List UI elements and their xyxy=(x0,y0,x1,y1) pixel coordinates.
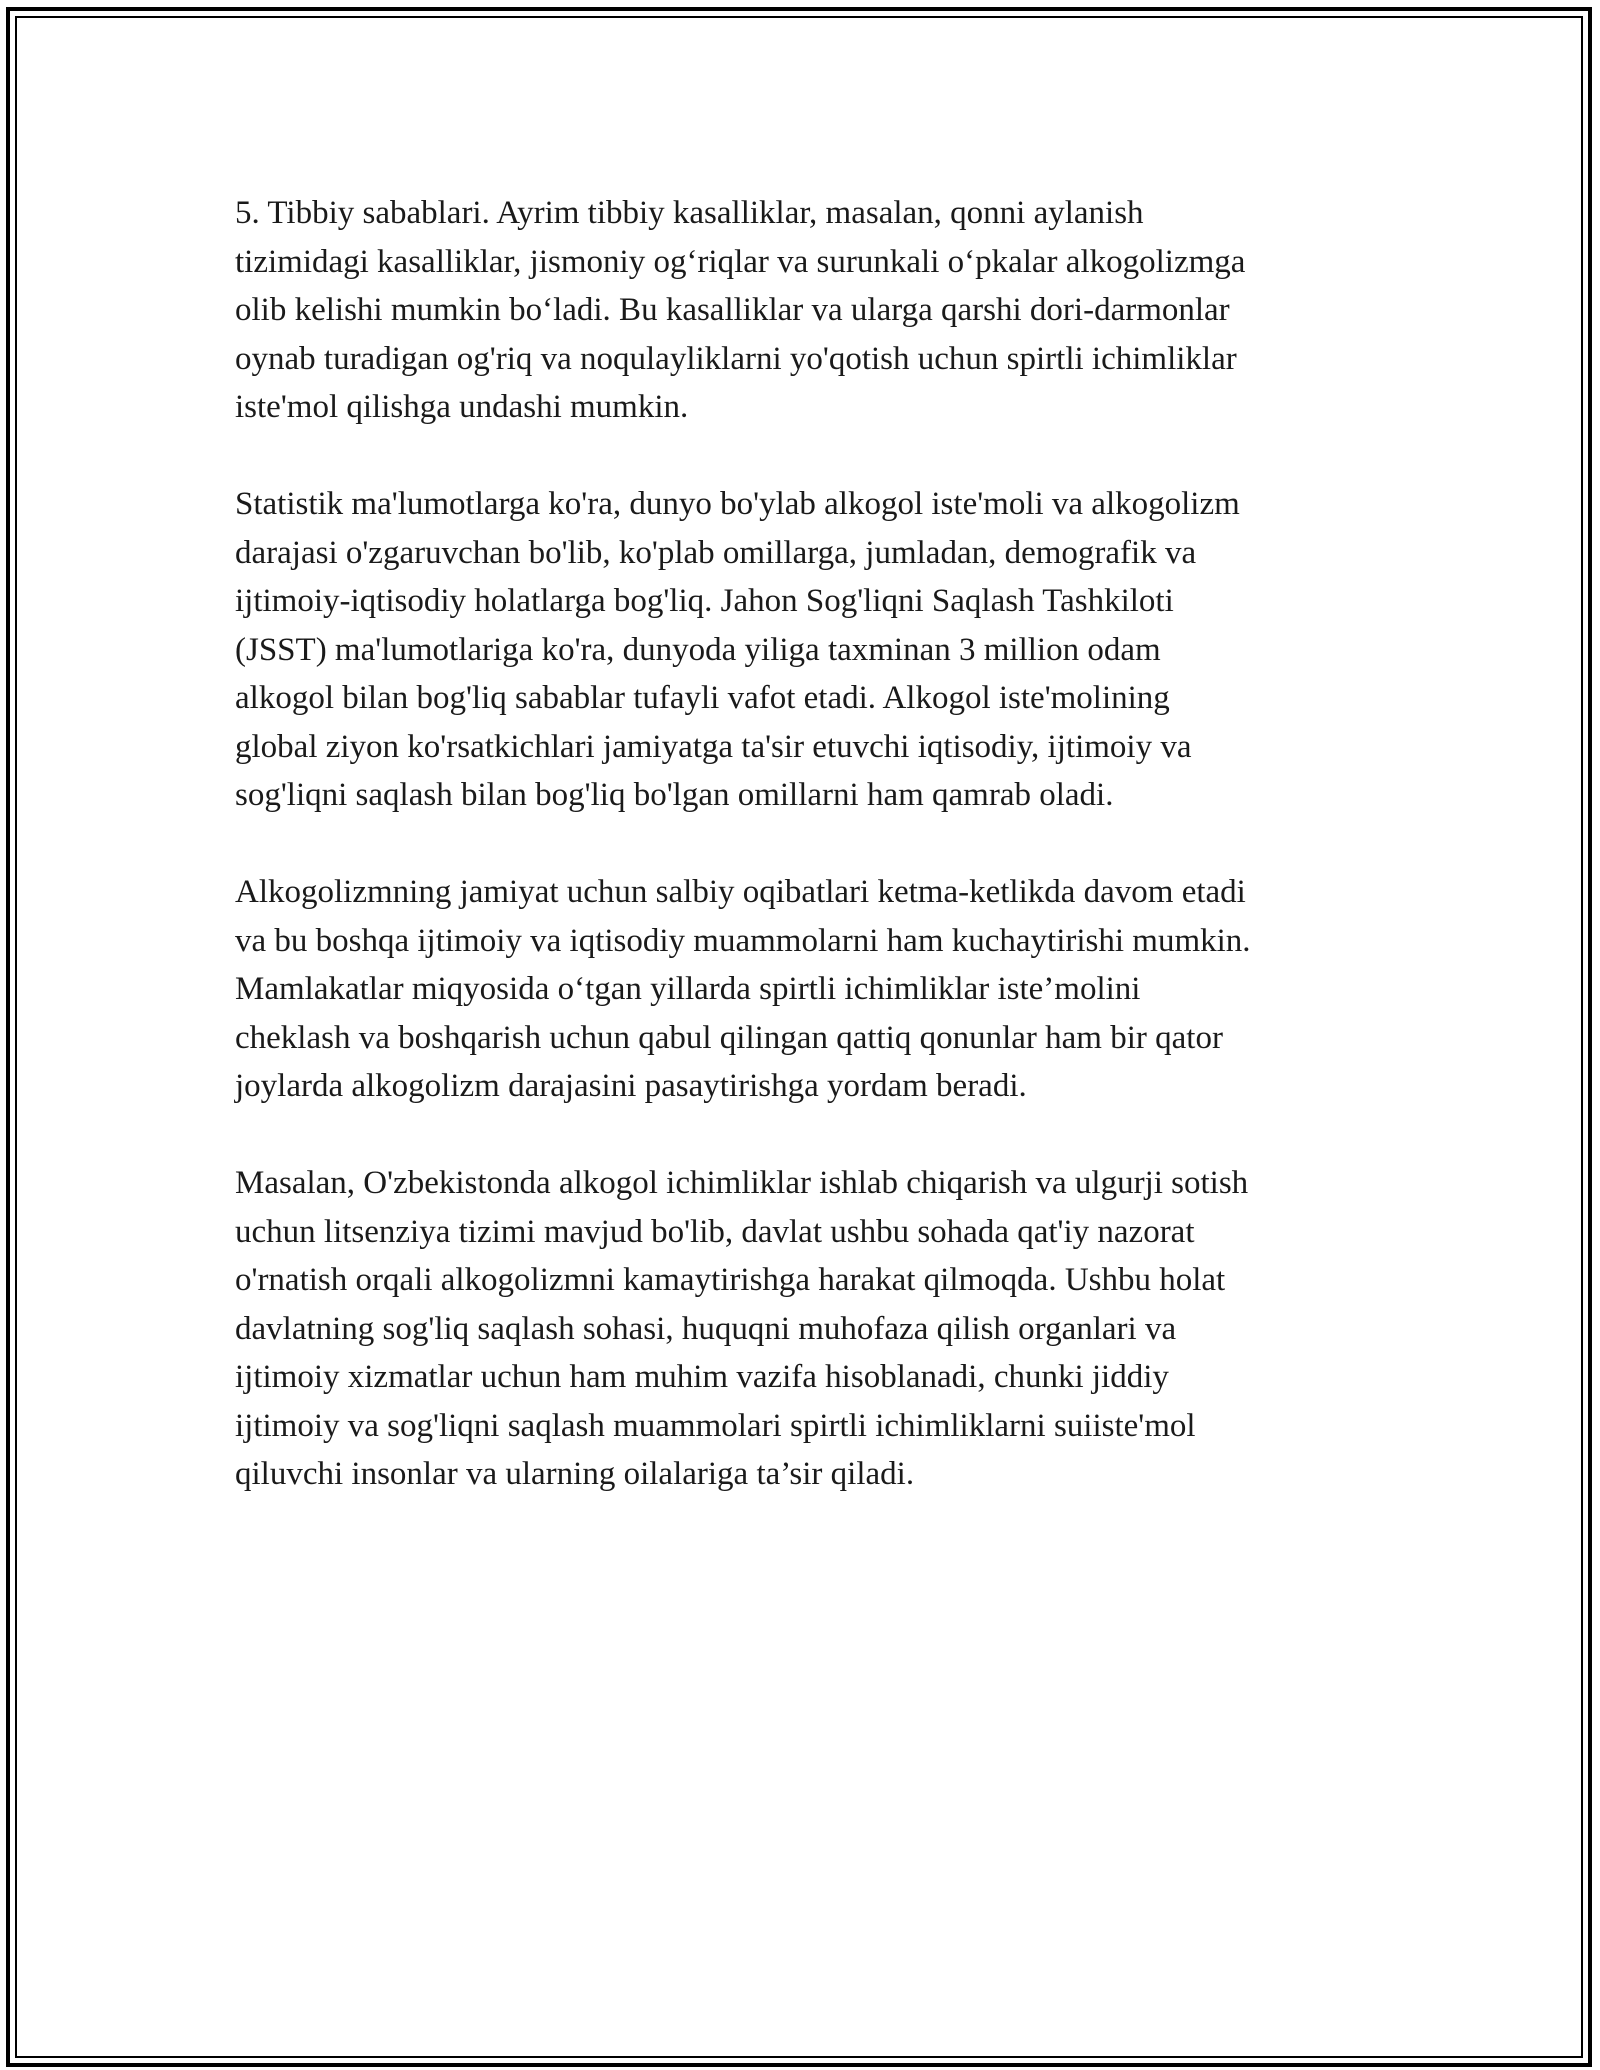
document-body xyxy=(235,189,1375,1547)
paragraph-uzbekistan-example: Masalan, O'zbekistonda alkogol ichimliklar ishlab chiqarish va ulgurji sotish uchun litsenziya tizimi mavjud bo'lib, davlat ushbu sohada qat'iy nazorat o'rnatish orqali alkogolizmni kamaytirishga harakat qilmoqda. Ushbu holat davlatning sog'liq saqlash sohasi, huquqni muhofaza qilish organlari va ijtimoiy xizmatlar uchun ham muhim vazifa hisoblanadi, chunki jiddiy ijtimoiy va sog'liqni saqlash muammolari spirtli ichimliklarni suiiste'mol qiluvchi insonlar va ularning oilalariga ta’sir qiladi. xyxy=(235,1165,1249,1492)
paragraph-statistics: Statistik ma'lumotlarga ko'ra, dunyo bo'ylab alkogol iste'moli va alkogolizm darajasi o'zgaruvchan bo'lib, ko'plab omillarga, jumladan, demografik va ijtimoiy-iqtisodiy holatlarga bog'liq. Jahon Sog'liqni Saqlash Tashkiloti (JSST) ma'lumotlariga ko'ra, dunyoda yiliga taxminan 3 million odam alkogol bilan bog'liq sabablar tufayli vafot etadi. Alkogol iste'molining global ziyon ko'rsatkichlari jamiyatga ta'sir etuvchi iqtisodiy, ijtimoiy va sog'liqni saqlash bilan bog'liq bo'lgan omillarni ham qamrab oladi. xyxy=(235,486,1240,813)
paragraph-social-consequences: Alkogolizmning jamiyat uchun salbiy oqibatlari ketma-ketlikda davom etadi va bu boshqa ijtimoiy va iqtisodiy muammolarni ham kuchaytirishi mumkin. Mamlakatlar miqyosida o‘tgan yillarda spirtli ichimliklar iste’molini cheklash va boshqarish uchun qabul qilingan qattiq qonunlar ham bir qator joylarda alkogolizm darajasini pasaytirishga yordam beradi. xyxy=(235,874,1251,1104)
paragraph-medical-causes: 5. Tibbiy sabablari. Ayrim tibbiy kasalliklar, masalan, qonni aylanish tizimidagi kasalliklar, jismoniy og‘riqlar va surunkali o‘pkalar alkogolizmga olib kelishi mumkin bo‘ladi. Bu kasalliklar va ularga qarshi dori-darmonlar oynab turadigan og'riq va noqulayliklarni yo'qotish uchun spirtli ichimliklar iste'mol qilishga undashi mumkin. xyxy=(235,195,1246,425)
